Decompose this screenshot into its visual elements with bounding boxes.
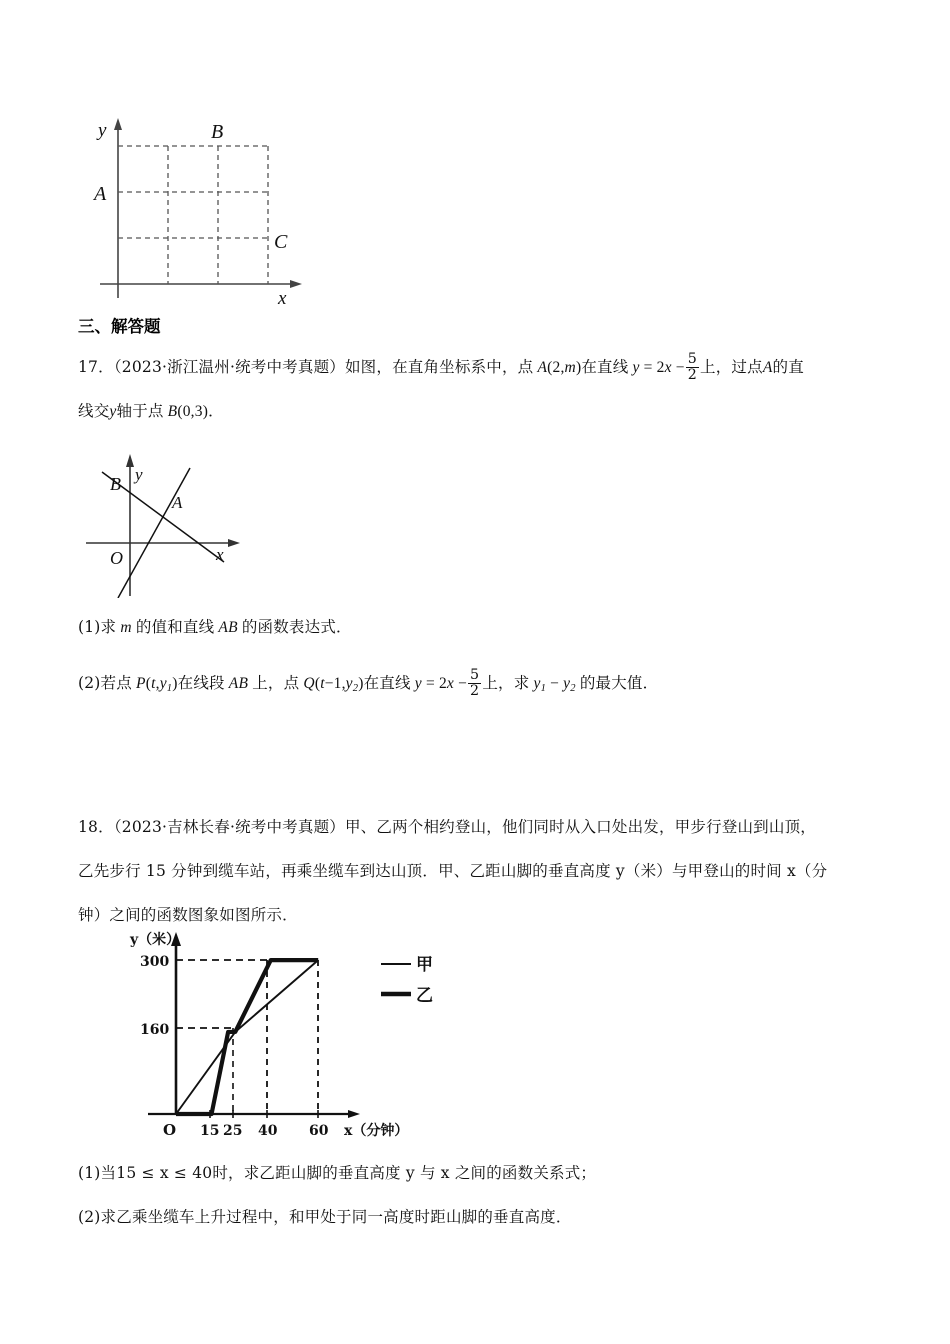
climbing-chart-svg xyxy=(128,928,548,1148)
q17-axis-y: y xyxy=(109,403,117,420)
q17-sub2-point-p: P xyxy=(131,675,146,693)
q17-sub2-t1: 在线段 xyxy=(177,674,225,693)
q17-sub1-var-m: m xyxy=(116,619,136,636)
q17-sub2-fraction: $\frac{5}{2}$ xyxy=(470,667,480,699)
q17-point-b-coords: (0,3) xyxy=(177,403,209,420)
q17-number: 17． xyxy=(78,358,114,377)
q17-sub1-suffix: 的函数表达式． xyxy=(241,618,352,636)
chart-xtick-60: 60 xyxy=(309,1123,329,1139)
chart-origin-label: O xyxy=(163,1121,177,1139)
q18-sub2: (2)求乙乘坐缆车上升过程中，和甲处于同一高度时距山脚的垂直高度． xyxy=(78,1208,572,1226)
figure1-point-a: A xyxy=(94,183,107,205)
q17-line1 xyxy=(78,352,804,382)
chart-ytick-160: 160 xyxy=(140,1022,170,1038)
q17-text-a: 如图，在直角坐标系中，点 xyxy=(344,358,534,377)
q17-sub2-point-q: Q xyxy=(299,675,315,693)
q17-text-b: 在直线 xyxy=(581,358,629,377)
q17-text-e: 线交 xyxy=(78,402,110,420)
figure1-point-c: C xyxy=(274,231,288,253)
q17-sub2 xyxy=(78,668,658,698)
q17-sub2-t2: 上，点 xyxy=(252,674,300,693)
q17-sub1-mid: 的值和直线 xyxy=(135,618,215,636)
figure2-point-a: A xyxy=(172,493,183,512)
q17-point-a: A xyxy=(533,359,548,377)
q17-sub2-point-q-coords: $(t-1,y_2)$ xyxy=(314,675,364,695)
q17-eq-body: = 2x − xyxy=(639,359,685,377)
q17-sub2-t3: 在直线 xyxy=(363,674,411,693)
q17-text-f: 轴于点 xyxy=(116,402,164,420)
q17-sub2-ab: AB xyxy=(224,675,253,693)
chart-xtick-40: 40 xyxy=(258,1123,278,1139)
q17-sub2-prefix: (2)若点 xyxy=(78,674,132,693)
q18-line3: 钟）之间的函数图象如图所示． xyxy=(78,906,298,924)
q17-sub1 xyxy=(78,620,352,636)
q17-sub2-point-p-coords: $(t,y_1)$ xyxy=(145,675,178,695)
q17-text-g: ． xyxy=(208,402,224,420)
q17-sub2-eq-body: = 2x − xyxy=(421,675,468,693)
q18-source: （2023·吉林长春·统考中考真题） xyxy=(113,818,345,836)
q17-text-d: 的直 xyxy=(772,358,804,377)
q17-text-c: 上，过点 xyxy=(700,358,763,377)
chart-xtick-25: 25 xyxy=(223,1123,243,1139)
coordinate-grid-svg xyxy=(88,108,318,308)
two-lines-figure xyxy=(82,448,272,598)
q18-line1-text: 甲、乙两个相约登山，他们同时从入口处出发，甲步行登山到山顶， xyxy=(344,818,816,836)
q17-sub2-eq-y: y xyxy=(410,675,422,693)
q17-point-b: B xyxy=(163,403,178,420)
q18-line1 xyxy=(78,820,816,836)
chart-series-甲 xyxy=(176,960,318,1114)
q17-sub1-prefix: (1)求 xyxy=(78,618,117,636)
chart-ytick-300: 300 xyxy=(140,954,170,970)
q17-eq-y: y xyxy=(628,359,640,377)
chart-legend-label-jia: 甲 xyxy=(416,955,433,975)
q17-sub1-ab: AB xyxy=(214,619,242,636)
chart-x-axis-title: x（分钟） xyxy=(344,1123,409,1139)
figure1-x-label: x xyxy=(278,288,287,308)
climbing-chart-figure xyxy=(128,928,548,1148)
two-lines-svg xyxy=(82,448,272,598)
q17-fraction: $\frac{5}{2}$ xyxy=(687,351,698,383)
q18-line2: 乙先步行 15 分钟到缆车站，再乘坐缆车到达山顶．甲、乙距山脚的垂直高度 y（米）与甲登山的时间 x（分 xyxy=(78,862,828,880)
q17-sub2-t5: 的最大值． xyxy=(579,674,659,693)
q17-point-a2: A xyxy=(762,359,773,377)
q17-point-a-coords: (2,m) xyxy=(547,359,582,377)
figure2-origin: O xyxy=(110,548,123,568)
figure2-point-b: B xyxy=(110,474,121,494)
chart-series-乙 xyxy=(176,960,318,1114)
q17-line2 xyxy=(78,404,224,420)
chart-y-axis-title: y（米） xyxy=(130,932,181,948)
figure2-y-label: y xyxy=(135,465,143,484)
figure1-y-label: y xyxy=(98,120,107,141)
chart-xtick-15: 15 xyxy=(200,1123,220,1139)
q17-sub2-expr: $y_1 - y_2$ xyxy=(533,675,576,695)
chart-legend-label-yi: 乙 xyxy=(416,986,433,1006)
figure2-x-label: x xyxy=(216,545,224,564)
q17-source: （2023·浙江温州·统考中考真题） xyxy=(113,358,345,377)
figure1-point-b: B xyxy=(211,121,224,143)
section-heading: 三、解答题 xyxy=(78,317,161,336)
q17-sub2-t4: 上，求 xyxy=(482,674,530,693)
q18-number: 18． xyxy=(78,818,114,836)
coordinate-grid-figure xyxy=(88,108,318,308)
q18-sub1: (1)当15 ≤ x ≤ 40时，求乙距山脚的垂直高度 y 与 x 之间的函数关系式； xyxy=(78,1164,597,1182)
